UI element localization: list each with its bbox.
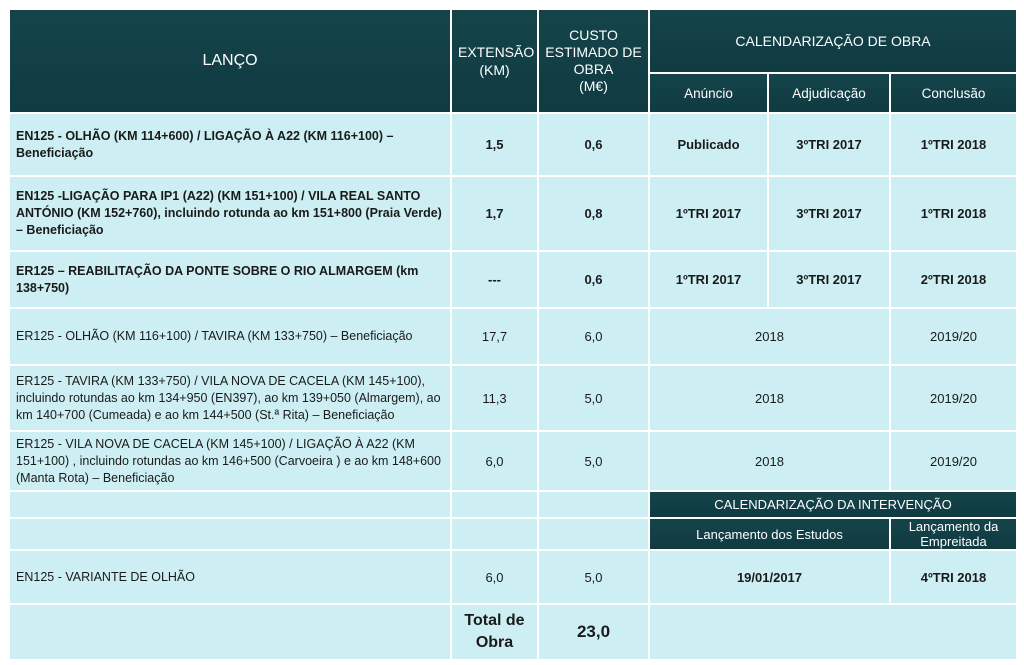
row-name: ER125 - OLHÃO (KM 116+100) / TAVIRA (KM 133+750) – Beneficiação <box>9 308 451 365</box>
row-custo: 6,0 <box>538 308 649 365</box>
row-anuncio: 1ºTRI 2017 <box>649 251 768 308</box>
row-custo: 0,8 <box>538 176 649 251</box>
row-custo: 5,0 <box>538 431 649 491</box>
total-row <box>9 604 1017 660</box>
row-conclusao: 1ºTRI 2018 <box>890 113 1017 176</box>
row-extensao: 11,3 <box>451 365 538 431</box>
table-row <box>9 113 1017 176</box>
row-extensao: 1,7 <box>451 176 538 251</box>
row-conclusao: 2019/20 <box>890 308 1017 365</box>
table-row <box>9 550 1017 604</box>
row-conclusao: 1ºTRI 2018 <box>890 176 1017 251</box>
row-anuncio-adjudicacao: 2018 <box>649 308 890 365</box>
header-extensao: EXTENSÃO (KM) <box>451 9 538 113</box>
total-value: 23,0 <box>538 604 649 660</box>
blank-cell <box>538 518 649 550</box>
blank-cell <box>451 518 538 550</box>
blank-cell <box>9 518 451 550</box>
row-extensao: 6,0 <box>451 550 538 604</box>
row-custo: 0,6 <box>538 113 649 176</box>
header-anuncio: Anúncio <box>649 73 768 113</box>
row-adjudicacao: 3ºTRI 2017 <box>768 251 890 308</box>
table-row <box>9 308 1017 365</box>
header-calendarizacao-intervencao: CALENDARIZAÇÃO DA INTERVENÇÃO <box>649 491 1017 518</box>
blank-cell <box>649 604 1017 660</box>
row-anuncio: 1ºTRI 2017 <box>649 176 768 251</box>
table-row <box>9 365 1017 431</box>
row-extensao: 17,7 <box>451 308 538 365</box>
row-lancamento-empreitada: 4ºTRI 2018 <box>890 550 1017 604</box>
row-name: ER125 – REABILITAÇÃO DA PONTE SOBRE O RIO ALMARGEM (km 138+750) <box>9 251 451 308</box>
row-name: ER125 - TAVIRA (KM 133+750) / VILA NOVA DE CACELA (KM 145+100), incluindo rotundas ao km 134+950 (EN397), ao km 139+050 (Almargem), ao km 140+700 (Cumeada) e ao km 144+500 (St.ª Rita) – Beneficiação <box>9 365 451 431</box>
row-extensao: 1,5 <box>451 113 538 176</box>
row-adjudicacao: 3ºTRI 2017 <box>768 176 890 251</box>
header-custo: CUSTO ESTIMADO DE OBRA (M€) <box>538 9 649 113</box>
row-anuncio-adjudicacao: 2018 <box>649 431 890 491</box>
row-name: ER125 - VILA NOVA DE CACELA (KM 145+100) / LIGAÇÃO À A22 (KM 151+100) , incluindo rotundas ao km 146+500 (Carvoeira ) e ao km 148+600 (Manta Rota) – Beneficiação <box>9 431 451 491</box>
row-extensao: --- <box>451 251 538 308</box>
blank-cell <box>9 604 451 660</box>
row-adjudicacao: 3ºTRI 2017 <box>768 113 890 176</box>
row-lancamento-estudos: 19/01/2017 <box>649 550 890 604</box>
total-label: Total de Obra <box>451 604 538 660</box>
row-name: EN125 - OLHÃO (KM 114+600) / LIGAÇÃO À A22 (KM 116+100) – Beneficiação <box>9 113 451 176</box>
header-lancamento-estudos: Lançamento dos Estudos <box>649 518 890 550</box>
table-row <box>9 251 1017 308</box>
works-schedule-table <box>8 8 1018 661</box>
row-conclusao: 2019/20 <box>890 365 1017 431</box>
table-row <box>9 431 1017 491</box>
row-anuncio: Publicado <box>649 113 768 176</box>
row-custo: 0,6 <box>538 251 649 308</box>
header-conclusao: Conclusão <box>890 73 1017 113</box>
row-conclusao: 2019/20 <box>890 431 1017 491</box>
row-name: EN125 -LIGAÇÃO PARA IP1 (A22) (KM 151+100) / VILA REAL SANTO ANTÓNIO (KM 152+760), incluindo rotunda ao km 151+800 (Praia Verde) – Beneficiação <box>9 176 451 251</box>
row-anuncio-adjudicacao: 2018 <box>649 365 890 431</box>
row-conclusao: 2ºTRI 2018 <box>890 251 1017 308</box>
blank-cell <box>9 491 451 518</box>
table-row <box>9 176 1017 251</box>
blank-cell <box>538 491 649 518</box>
header-lancamento-empreitada: Lançamento da Empreitada <box>890 518 1017 550</box>
row-name: EN125 - VARIANTE DE OLHÃO <box>9 550 451 604</box>
header-calendarizacao-obra: CALENDARIZAÇÃO DE OBRA <box>649 9 1017 73</box>
header-lanco: LANÇO <box>9 9 451 113</box>
row-custo: 5,0 <box>538 550 649 604</box>
header-adjudicacao: Adjudicação <box>768 73 890 113</box>
blank-cell <box>451 491 538 518</box>
row-extensao: 6,0 <box>451 431 538 491</box>
row-custo: 5,0 <box>538 365 649 431</box>
